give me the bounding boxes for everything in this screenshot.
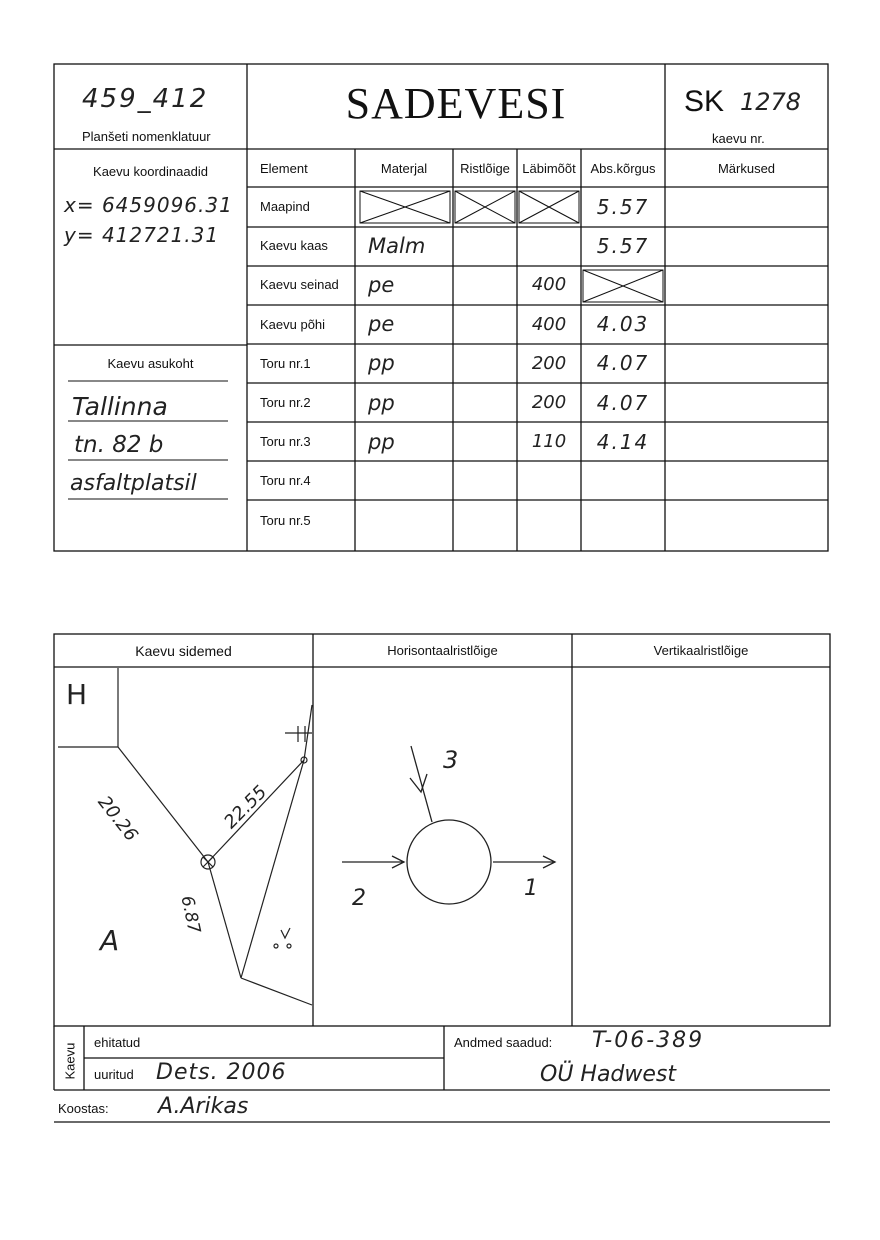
author-label: Koostas: bbox=[58, 1101, 109, 1116]
site-sketch bbox=[58, 668, 312, 1005]
row-diameter: 200 bbox=[531, 352, 567, 374]
row-cross-section bbox=[453, 383, 517, 422]
data-source-label: Andmed saadud: bbox=[454, 1035, 553, 1050]
author-value: A.Arikas bbox=[158, 1094, 249, 1119]
pipe-1-label: 1 bbox=[524, 876, 538, 901]
row-diameter: 400 bbox=[531, 313, 567, 335]
built-label: ehitatud bbox=[94, 1035, 141, 1050]
row-element-label: Maapind bbox=[260, 199, 310, 215]
kaevu-label: Kaevu bbox=[62, 1042, 78, 1080]
building-label: H bbox=[66, 678, 88, 711]
row-cross-section bbox=[453, 344, 517, 383]
col-header-cross: Ristlõige bbox=[460, 160, 510, 176]
row-abs-height: 5.57 bbox=[596, 194, 650, 219]
row-notes bbox=[665, 226, 828, 265]
row-abs-height: 4.03 bbox=[596, 312, 650, 337]
row-cross-section bbox=[453, 422, 517, 461]
well-number: 1278 bbox=[740, 88, 802, 116]
row-notes bbox=[665, 187, 828, 226]
col-header-element: Element bbox=[260, 160, 308, 176]
row-abs-height: 4.07 bbox=[596, 390, 650, 415]
row-diameter: 200 bbox=[531, 392, 567, 414]
row-diameter bbox=[517, 187, 581, 226]
row-element-label: Toru nr.5 bbox=[260, 512, 311, 528]
row-diameter: 400 bbox=[531, 274, 567, 296]
surveyed-label: uuritud bbox=[94, 1067, 134, 1082]
col-header-diameter: Läbimõõt bbox=[522, 160, 576, 176]
distance-label: 22.55 bbox=[220, 781, 272, 833]
row-cross-section bbox=[453, 265, 517, 304]
coordinates-label: Kaevu koordinaadid bbox=[93, 164, 208, 179]
col-header-notes: Märkused bbox=[717, 160, 776, 176]
row-abs-height: 4.14 bbox=[596, 429, 650, 454]
row-abs-height: 5.57 bbox=[596, 233, 650, 258]
area-label: A bbox=[100, 924, 120, 957]
well-label: kaevu nr. bbox=[712, 131, 765, 146]
row-material: pp bbox=[368, 429, 395, 454]
coordinate-y: y= 412721.31 bbox=[64, 223, 220, 247]
row-cross-section bbox=[453, 187, 517, 226]
row-material: pp bbox=[368, 390, 395, 415]
row-cross-section bbox=[453, 305, 517, 344]
distance-label: 6.87 bbox=[176, 894, 204, 936]
row-notes bbox=[665, 461, 828, 500]
row-notes bbox=[665, 422, 828, 461]
row-element-label: Kaevu kaas bbox=[260, 238, 328, 254]
pipe-3-label: 3 bbox=[443, 746, 459, 774]
coordinate-x: x= 6459096.31 bbox=[64, 193, 233, 217]
row-material: pe bbox=[368, 312, 395, 337]
row-material bbox=[360, 501, 461, 540]
col-header-material: Materjal bbox=[380, 160, 428, 176]
row-abs-height bbox=[581, 501, 665, 540]
row-material: pe bbox=[368, 272, 395, 297]
row-material bbox=[360, 461, 461, 500]
well-prefix: SK bbox=[684, 85, 725, 118]
row-notes bbox=[665, 305, 828, 344]
horizontal-section-header: Horisontaalristlõige bbox=[387, 643, 498, 658]
row-material bbox=[360, 187, 461, 226]
surveyed-value: Dets. 2006 bbox=[156, 1060, 287, 1085]
row-diameter: 110 bbox=[531, 431, 567, 453]
distance-label: 20.26 bbox=[93, 792, 142, 846]
sheet-code: 459_412 bbox=[82, 84, 209, 114]
pipe-2-label: 2 bbox=[352, 886, 366, 911]
row-notes bbox=[665, 501, 828, 540]
vertical-section-header: Vertikaalristlõige bbox=[653, 643, 749, 658]
row-material: Malm bbox=[368, 233, 426, 258]
row-diameter bbox=[517, 461, 581, 500]
links-header: Kaevu sidemed bbox=[135, 642, 232, 659]
location-line-2: tn. 82 b bbox=[74, 432, 164, 458]
location-line-3: asfaltplatsil bbox=[70, 471, 197, 496]
sheet-label: Planšeti nomenklatuur bbox=[82, 129, 211, 144]
row-material: pp bbox=[368, 351, 395, 376]
row-diameter bbox=[517, 501, 581, 540]
row-cross-section bbox=[453, 226, 517, 265]
data-company: OÜ Hadwest bbox=[540, 1062, 677, 1087]
row-notes bbox=[665, 344, 828, 383]
row-cross-section bbox=[453, 461, 517, 500]
row-notes bbox=[665, 383, 828, 422]
row-abs-height bbox=[581, 461, 665, 500]
row-element-label: Toru nr.4 bbox=[260, 473, 311, 489]
location-label: Kaevu asukoht bbox=[107, 356, 194, 371]
col-header-abs: Abs.kõrgus bbox=[590, 160, 656, 176]
row-abs-height bbox=[581, 265, 665, 304]
row-element-label: Kaevu seinad bbox=[260, 277, 339, 293]
data-reference: T-06-389 bbox=[592, 1028, 705, 1053]
row-element-label: Toru nr.2 bbox=[260, 395, 311, 411]
row-element-label: Toru nr.1 bbox=[260, 355, 311, 371]
row-abs-height: 4.07 bbox=[596, 351, 650, 376]
row-diameter bbox=[517, 226, 581, 265]
row-cross-section bbox=[453, 501, 517, 540]
row-element-label: Toru nr.3 bbox=[260, 434, 311, 450]
location-line-1: Tallinna bbox=[72, 392, 168, 421]
row-notes bbox=[665, 265, 828, 304]
row-element-label: Kaevu põhi bbox=[260, 316, 326, 332]
page-title: SADEVESI bbox=[345, 79, 567, 128]
